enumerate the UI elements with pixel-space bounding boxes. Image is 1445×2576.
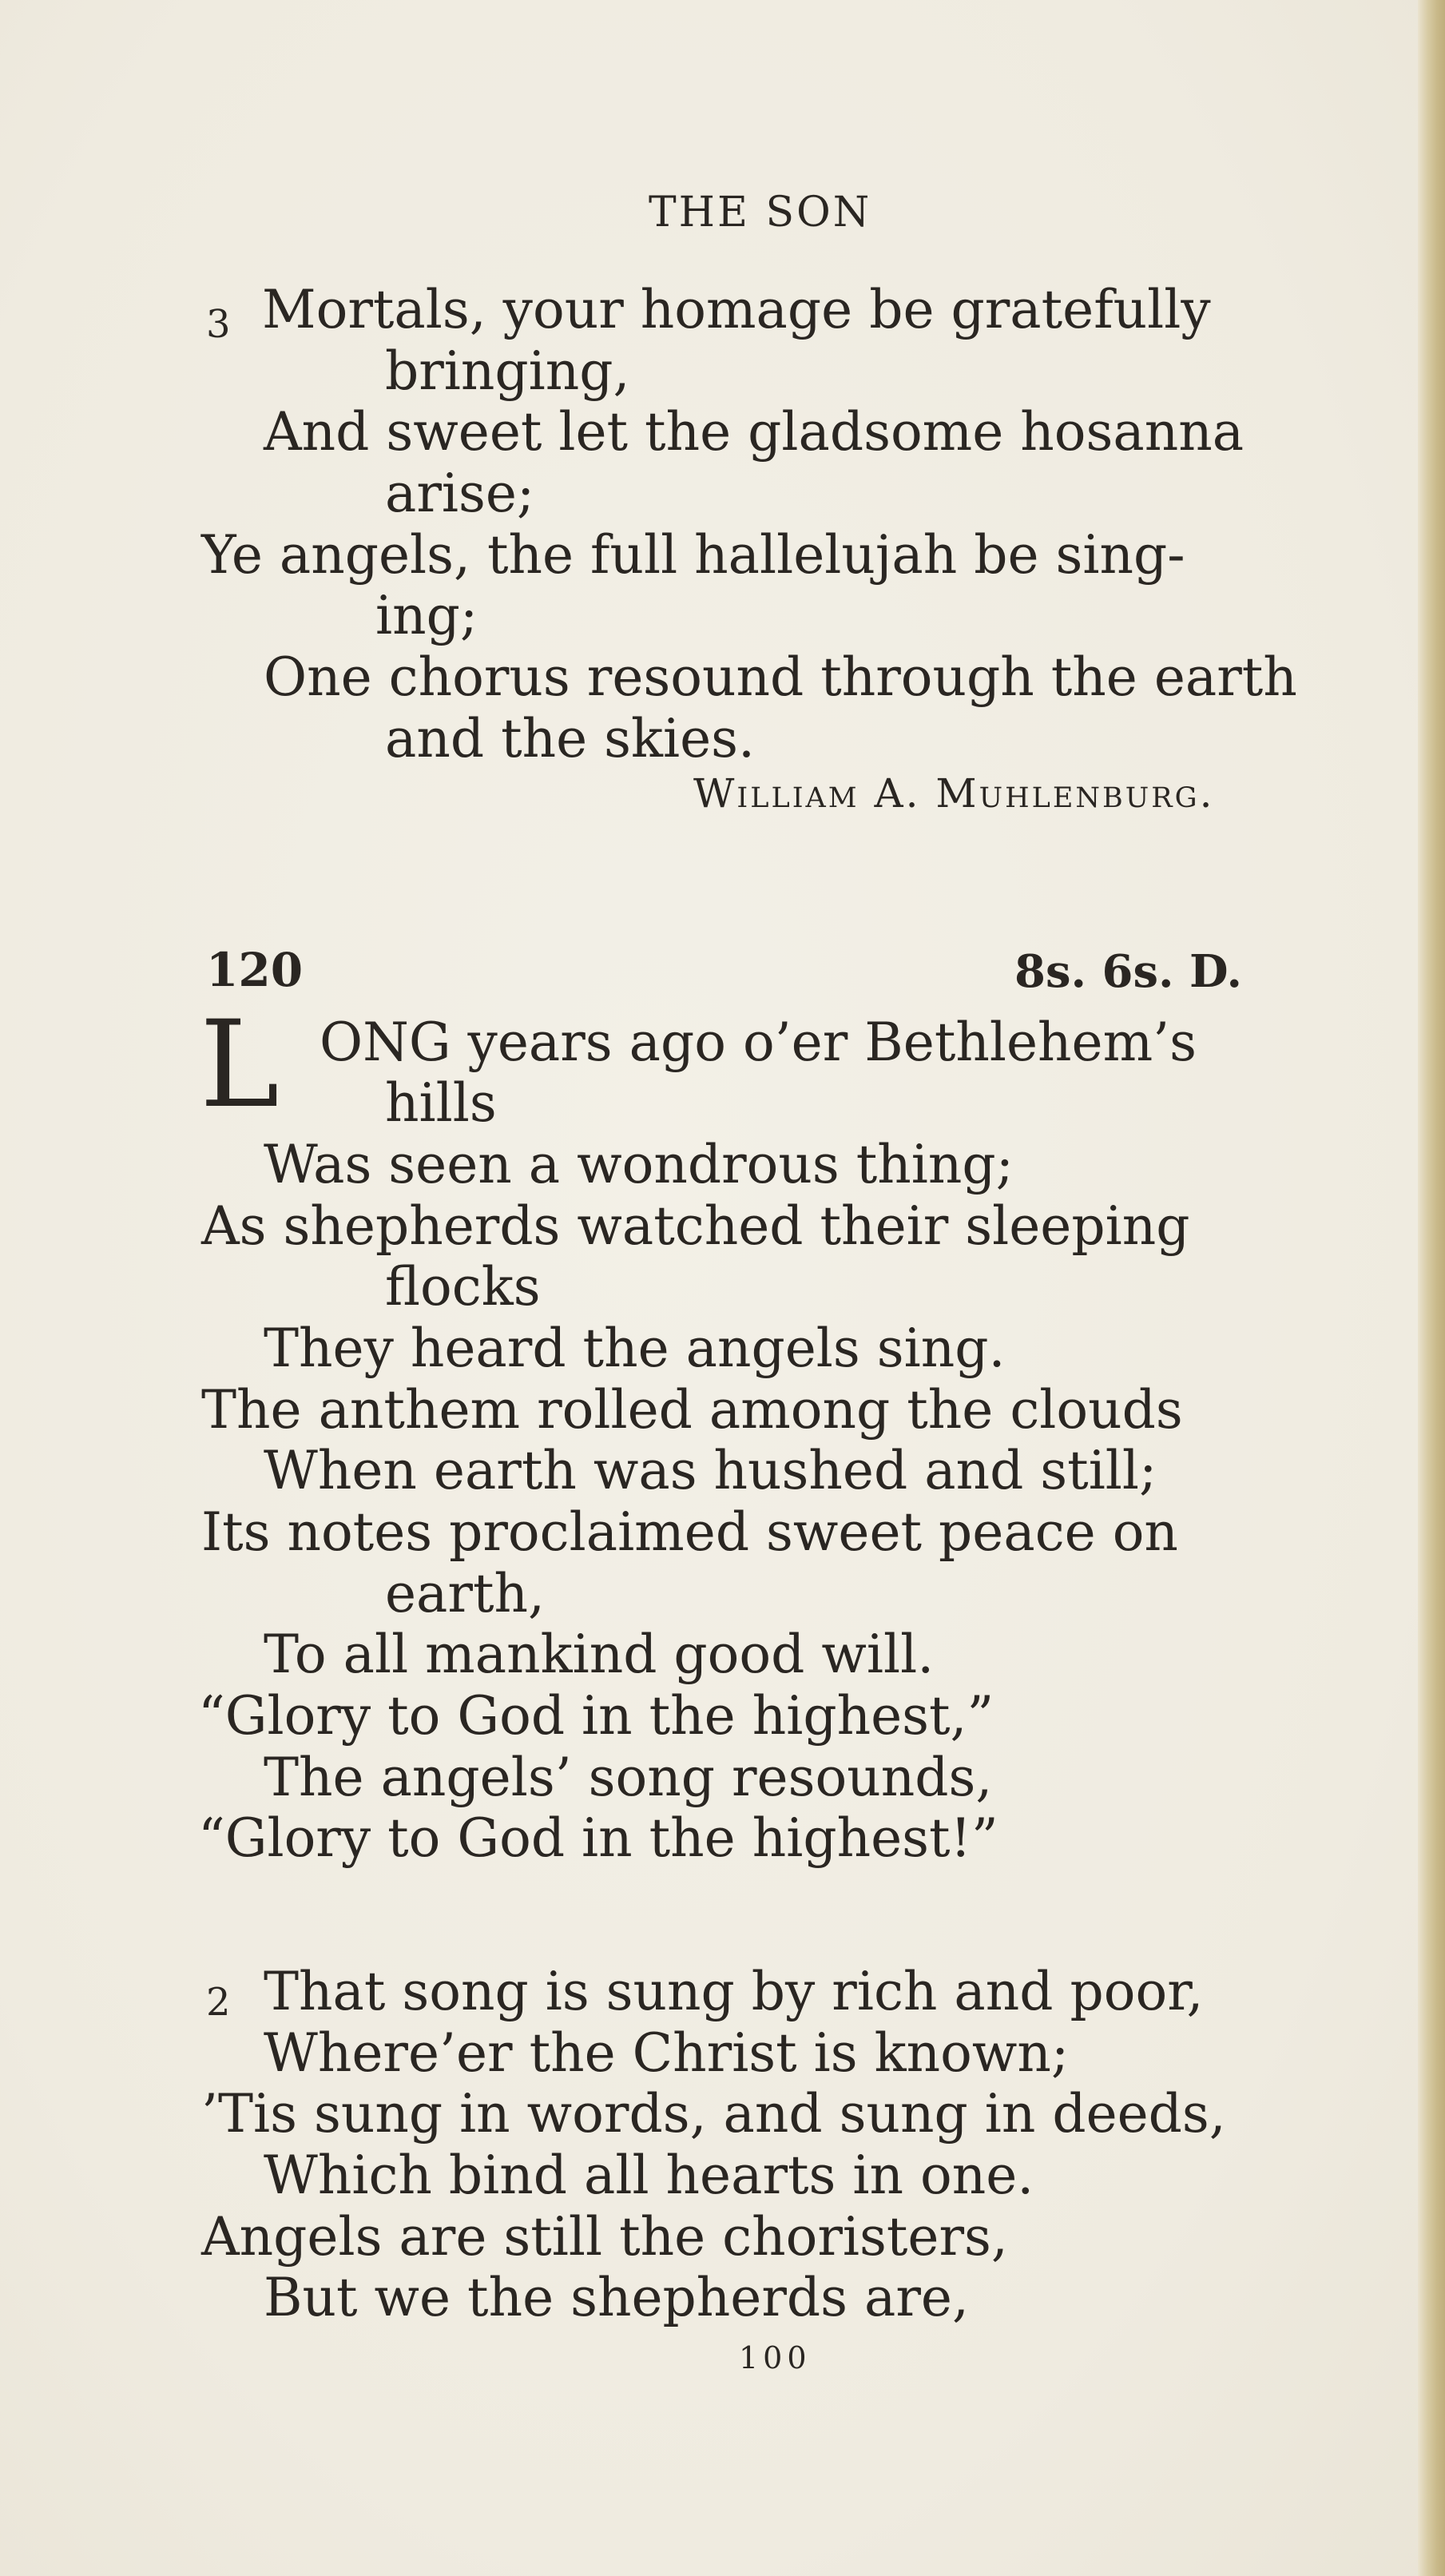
verse-line: ing; [375, 585, 478, 646]
verse-line: earth, [385, 1563, 545, 1624]
stanza-number: 2 [206, 1980, 231, 2025]
verse-line: That song is sung by rich and poor, [264, 1961, 1204, 2022]
verse-line: One chorus resound through the earth [264, 646, 1297, 708]
page-number: 100 [739, 2340, 812, 2375]
verse-line: And sweet let the gladsome hosanna [264, 401, 1245, 463]
hymn-meter: 8s. 6s. D. [1014, 945, 1243, 998]
verse-line: and the skies. [385, 708, 756, 769]
verse-line: As shepherds watched their sleeping [201, 1195, 1190, 1257]
verse-line: To all mankind good will. [264, 1624, 935, 1685]
verse-line: Its notes proclaimed sweet peace on [201, 1501, 1178, 1563]
drop-cap: L [200, 996, 280, 1135]
verse-line: “Glory to God in the highest,” [198, 1685, 994, 1747]
verse-line: Which bind all hearts in one. [264, 2145, 1034, 2206]
verse-line: hills [385, 1072, 497, 1134]
verse-line: bringing, [385, 340, 630, 402]
verse-line: The anthem rolled among the clouds [201, 1379, 1183, 1441]
verse-line: ’Tis sung in words, and sung in deeds, [201, 2083, 1226, 2145]
verse-line: flocks [385, 1256, 541, 1318]
hymn-number: 120 [206, 943, 304, 997]
verse-line: ONG years ago o’er Bethlehem’s [320, 1012, 1197, 1073]
author-credit: William A. Muhlenburg. [693, 770, 1215, 817]
verse-line: Where’er the Christ is known; [264, 2022, 1070, 2084]
verse-line: “Glory to God in the highest!” [198, 1807, 998, 1869]
verse-line: Mortals, your homage be gratefully [262, 279, 1211, 340]
running-header: THE SON [649, 189, 872, 237]
page-edge [1418, 0, 1445, 2576]
verse-line: Was seen a wondrous thing; [264, 1134, 1014, 1195]
verse-line: When earth was hushed and still; [264, 1440, 1157, 1501]
verse-line: The angels’ song resounds, [264, 1747, 993, 1808]
verse-line: But we the shepherds are, [264, 2267, 969, 2328]
verse-line: arise; [385, 463, 535, 524]
stanza-number: 3 [206, 302, 231, 347]
verse-line: They heard the angels sing. [264, 1318, 1006, 1379]
verse-line: Ye angels, the full hallelujah be sing- [201, 524, 1185, 586]
verse-line: Angels are still the choristers, [201, 2206, 1008, 2268]
